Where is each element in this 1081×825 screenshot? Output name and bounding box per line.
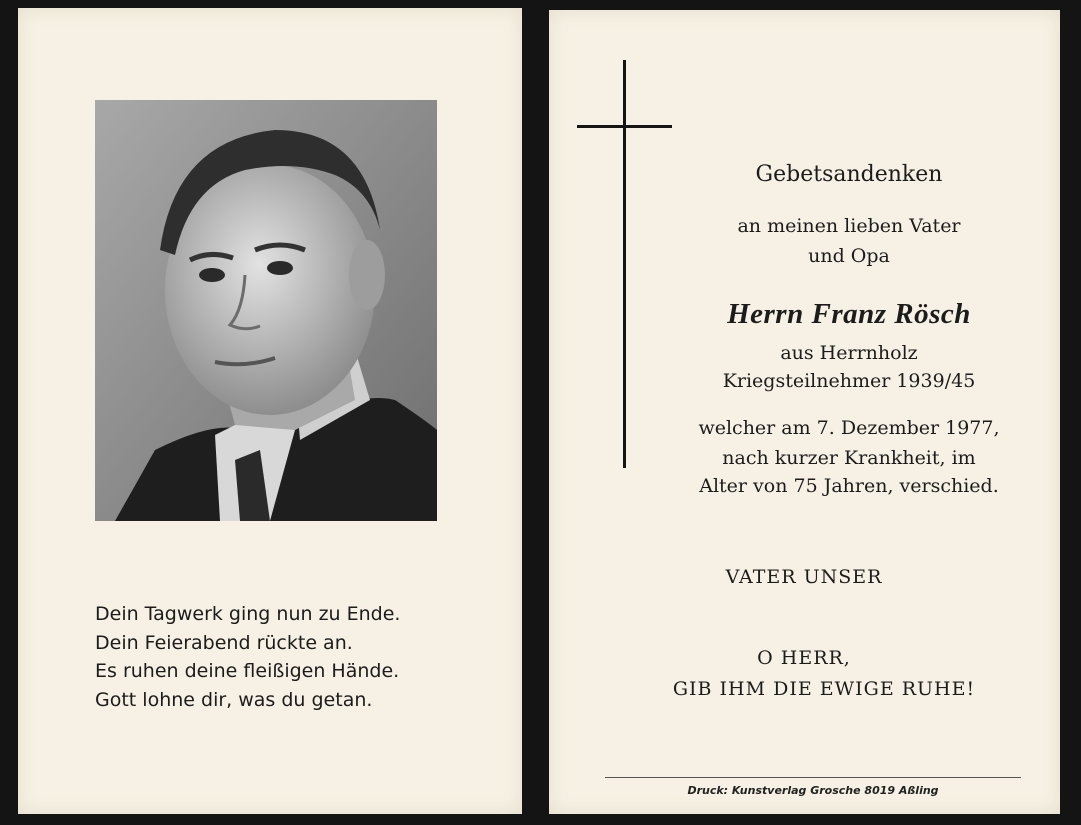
cross-icon-vertical <box>623 60 626 468</box>
dedication-line-2: und Opa <box>808 245 890 267</box>
poem-line-2: Dein Feierabend rückte an. <box>95 631 353 654</box>
left-card-panel <box>18 8 522 814</box>
printer-credit: Druck: Kunstverlag Grosche 8019 Aßling <box>687 784 939 797</box>
poem-line-1: Dein Tagwerk ging nun zu Ende. <box>95 603 401 625</box>
closing-line-1: O HERR, <box>757 647 851 669</box>
portrait-image <box>95 100 437 521</box>
dedication-line-1: an meinen lieben Vater <box>737 215 961 237</box>
poem-line-3: Es ruhen deine fleißigen Hände. <box>95 660 400 682</box>
death-line-1: welcher am 7. Dezember 1977, <box>698 417 1000 439</box>
cross-icon-horizontal <box>577 125 672 128</box>
closing-line-2: GIB IHM DIE EWIGE RUHE! <box>672 678 976 700</box>
death-line-3: Alter von 75 Jahren, verschied. <box>699 475 999 497</box>
portrait-photo <box>95 100 437 521</box>
memorial-poem <box>95 600 515 714</box>
footer-divider <box>605 777 1021 778</box>
death-line-2: nach kurzer Krankheit, im <box>722 447 976 469</box>
prayer-heading: VATER UNSER <box>725 566 883 588</box>
poem-line-4: Gott lohne dir, was du getan. <box>95 688 373 711</box>
right-card-panel <box>549 10 1060 814</box>
card-title: Gebetsandenken <box>755 162 943 187</box>
veteran-line: Kriegsteilnehmer 1939/45 <box>722 370 976 392</box>
origin-line: aus Herrnholz <box>780 342 918 364</box>
deceased-name: Herrn Franz Rösch <box>727 298 971 330</box>
